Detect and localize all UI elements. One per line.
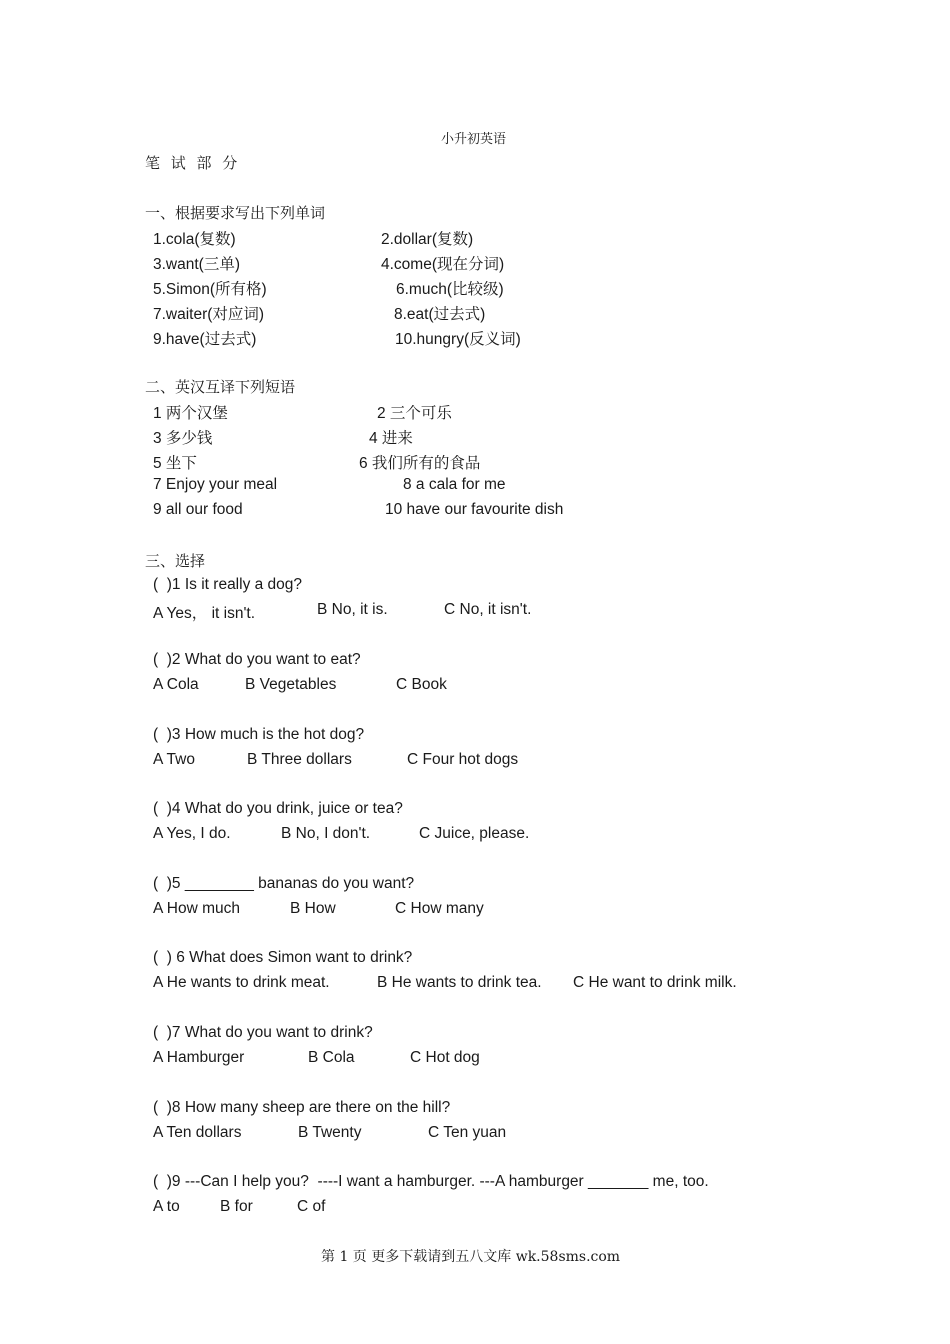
phrase-item: 10 have our favourite dish bbox=[385, 501, 564, 518]
option-c: C Juice, please. bbox=[419, 825, 530, 842]
option-b: B He wants to drink tea. bbox=[377, 974, 542, 991]
option-c: C Ten yuan bbox=[428, 1124, 507, 1141]
exam-subtitle: 笔 试 部 分 bbox=[145, 154, 241, 172]
phrase-item: 9 all our food bbox=[153, 501, 243, 518]
word-item: 9.have(过去式) bbox=[153, 331, 257, 348]
option-a: A How much bbox=[153, 900, 241, 917]
word-item: 8.eat(过去式) bbox=[394, 306, 486, 323]
option-a: A He wants to drink meat. bbox=[153, 974, 330, 991]
question-text: ( )5 ________ bananas do you want? bbox=[153, 875, 415, 892]
phrase-item: 2 三个可乐 bbox=[377, 405, 452, 422]
option-b: B No, I don't. bbox=[281, 825, 371, 842]
word-item: 5.Simon(所有格) bbox=[153, 281, 267, 298]
phrase-item: 1 两个汉堡 bbox=[153, 405, 228, 422]
phrase-item: 8 a cala for me bbox=[403, 476, 506, 493]
word-item: 10.hungry(反义词) bbox=[395, 331, 521, 348]
section3-heading: 三、选择 bbox=[145, 552, 206, 570]
option-a: A Cola bbox=[153, 676, 199, 693]
option-c: C He want to drink milk. bbox=[573, 974, 737, 991]
question-text: ( )1 Is it really a dog? bbox=[153, 576, 303, 593]
option-a: A Hamburger bbox=[153, 1049, 245, 1066]
word-item: 7.waiter(对应词) bbox=[153, 306, 265, 323]
question-text: ( )3 How much is the hot dog? bbox=[153, 726, 365, 743]
option-b: B Twenty bbox=[298, 1124, 362, 1141]
option-b: B for bbox=[220, 1198, 253, 1215]
option-a: A Yes， it isn't. bbox=[153, 605, 256, 622]
option-a: A Ten dollars bbox=[153, 1124, 242, 1141]
phrase-item: 4 进来 bbox=[369, 430, 413, 447]
option-a: A Yes, I do. bbox=[153, 825, 231, 842]
option-c: C of bbox=[297, 1198, 326, 1215]
option-a: A Two bbox=[153, 751, 195, 768]
question-text: ( ) 6 What does Simon want to drink? bbox=[153, 949, 413, 966]
phrase-item: 3 多少钱 bbox=[153, 430, 213, 447]
page-footer: 第 1 页 更多下载请到五八文库 wk.58sms.com bbox=[321, 1249, 621, 1265]
question-text: ( )8 How many sheep are there on the hill? bbox=[153, 1099, 451, 1116]
section2-heading: 二、英汉互译下列短语 bbox=[145, 378, 296, 396]
option-b: B Cola bbox=[308, 1049, 355, 1066]
word-item: 2.dollar(复数) bbox=[381, 231, 474, 248]
word-item: 4.come(现在分词) bbox=[381, 256, 505, 273]
option-c: C No, it isn't. bbox=[444, 601, 532, 618]
option-c: C How many bbox=[395, 900, 484, 917]
phrase-item: 7 Enjoy your meal bbox=[153, 476, 278, 493]
question-text: ( )4 What do you drink, juice or tea? bbox=[153, 800, 403, 817]
option-c: C Hot dog bbox=[410, 1049, 480, 1066]
section1-heading: 一、根据要求写出下列单词 bbox=[145, 204, 326, 222]
option-b: B Three dollars bbox=[247, 751, 352, 768]
question-text: ( )2 What do you want to eat? bbox=[153, 651, 361, 668]
question-text: ( )9 ---Can I help you? ----I want a hamburger. ---A hamburger _______ me, too. bbox=[153, 1173, 709, 1190]
option-b: B How bbox=[290, 900, 336, 917]
option-b: B Vegetables bbox=[245, 676, 337, 693]
question-text: ( )7 What do you want to drink? bbox=[153, 1024, 373, 1041]
option-b: B No, it is. bbox=[317, 601, 388, 618]
word-item: 1.cola(复数) bbox=[153, 231, 236, 248]
option-c: C Four hot dogs bbox=[407, 751, 519, 768]
option-a: A to bbox=[153, 1198, 180, 1215]
option-c: C Book bbox=[396, 676, 447, 693]
phrase-item: 6 我们所有的食品 bbox=[359, 455, 481, 472]
page-title: 小升初英语 bbox=[441, 132, 507, 147]
word-item: 6.much(比较级) bbox=[396, 281, 504, 298]
word-item: 3.want(三单) bbox=[153, 256, 240, 273]
phrase-item: 5 坐下 bbox=[153, 455, 197, 472]
